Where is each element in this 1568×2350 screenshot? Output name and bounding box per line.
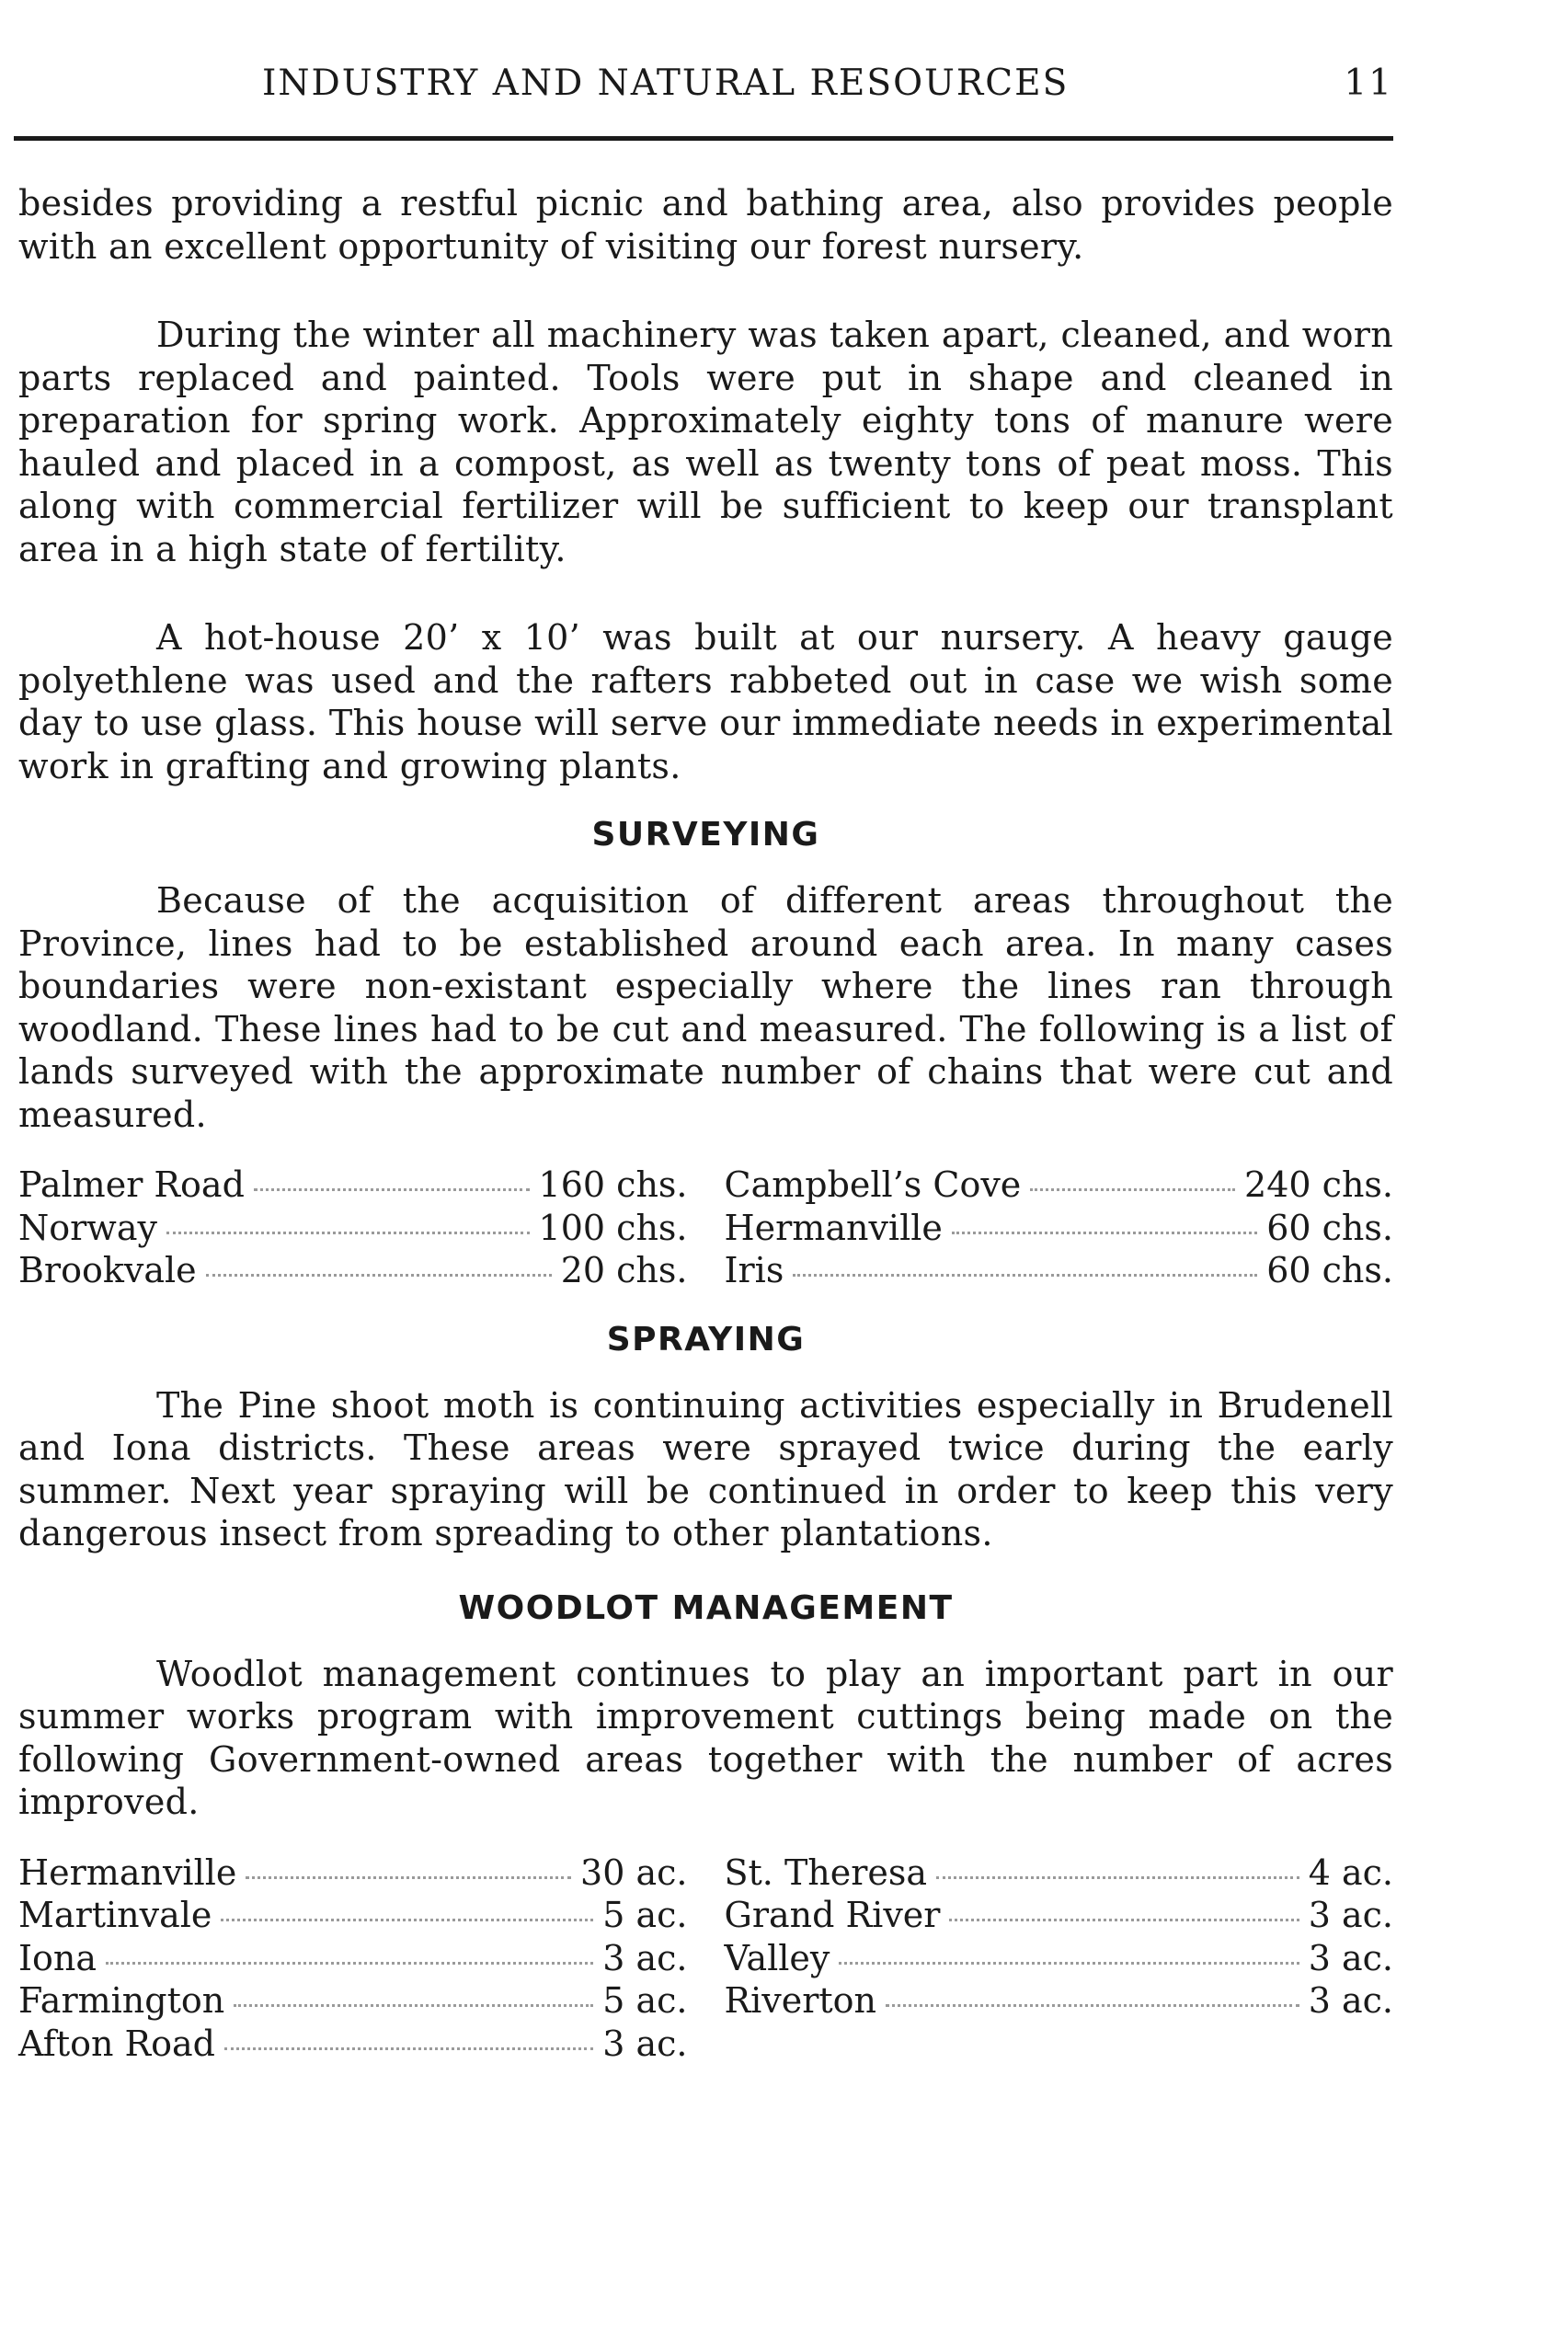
area-acres: 3 ac. <box>1308 1980 1393 2021</box>
land-chains: 100 chs. <box>538 1207 688 1248</box>
dot-leader <box>793 1265 1257 1277</box>
running-header <box>14 63 1393 118</box>
area-name: Riverton <box>724 1980 877 2021</box>
area-acres: 3 ac. <box>1308 1937 1393 1978</box>
dot-leader <box>949 1909 1299 1921</box>
land-name: Norway <box>18 1207 157 1248</box>
list-item <box>18 1851 688 1895</box>
dot-leader <box>952 1222 1257 1234</box>
area-acres: 3 ac. <box>602 1937 688 1978</box>
area-acres: 3 ac. <box>602 2023 688 2064</box>
list-item <box>18 1249 688 1292</box>
list-item <box>18 2023 688 2066</box>
spraying-paragraph: The Pine shoot moth is continuing activities especially in Brudenell and Iona districts. These areas were sprayed twice during the early summer. Next year spraying will be continued in order to keep this very dangerous insect from spreading to other plantations. <box>18 1384 1393 1553</box>
land-name: Brookvale <box>18 1250 197 1290</box>
area-acres: 30 ac. <box>580 1851 688 1893</box>
header-rule <box>14 136 1393 141</box>
dot-leader <box>106 1953 593 1965</box>
list-item <box>725 1249 1394 1292</box>
list-item <box>18 1207 688 1250</box>
area-name: Hermanville <box>18 1851 237 1893</box>
land-chains: 60 chs. <box>1266 1250 1393 1290</box>
dot-leader <box>839 1953 1299 1965</box>
intro-paragraph-2: During the winter all machinery was taken apart, cleaned, and worn parts replaced and painted. Tools were put in shape and cleaned in preparation for spring work. Approximately eighty tons of manure were hauled and placed in a compost, as well as twenty tons of peat moss. This along with commercial fertilizer will be sufficient to keep our transplant area in a high state of fertility. <box>18 315 1393 569</box>
dot-leader <box>234 1995 593 2007</box>
surveyed-lands-list <box>18 1164 1393 1292</box>
list-item <box>18 1894 688 1937</box>
surveying-paragraph: Because of the acquisition of different areas throughout the Province, lines had to be established around each area. In many cases boundaries were non-existant especially where the lines ran through woodland. These lines had to be cut and measured. The following is a list of lands surveyed with the approximate number of chains that were cut and measured. <box>18 880 1393 1135</box>
land-chains: 240 chs. <box>1244 1164 1393 1205</box>
area-acres: 4 ac. <box>1308 1851 1393 1893</box>
area-name: Afton Road <box>18 2023 216 2064</box>
area-name: Iona <box>18 1937 97 1978</box>
land-name: Campbell’s Cove <box>724 1164 1022 1205</box>
list-item <box>725 1979 1394 2023</box>
area-name: Martinvale <box>18 1895 212 1935</box>
list-item <box>725 1894 1394 1937</box>
spraying-heading: SPRAYING <box>606 1320 806 1358</box>
list-item <box>725 1207 1394 1250</box>
woodlot-areas-list <box>18 1851 1393 2066</box>
page-number: 11 <box>1344 63 1393 104</box>
area-acres: 5 ac. <box>602 1980 688 2021</box>
area-acres: 5 ac. <box>602 1895 688 1935</box>
dot-leader <box>254 1179 530 1191</box>
page-body <box>18 182 1393 2065</box>
land-chains: 160 chs. <box>538 1164 688 1205</box>
dot-leader <box>886 1995 1299 2007</box>
list-item <box>725 1851 1394 1895</box>
list-item <box>725 1164 1394 1207</box>
list-item <box>18 1164 688 1207</box>
intro-paragraph-1: besides providing a restful picnic and bathing area, also provides people with an excellent opportunity of visiting our forest nursery. <box>18 183 1393 267</box>
woodlot-paragraph: Woodlot management continues to play an important part in our summer works program with improvement cuttings being made on the following Government-owned areas together with the number of acres improved. <box>18 1653 1393 1822</box>
intro-paragraph-3: A hot-house 20’ x 10’ was built at our nursery. A heavy gauge polyethlene was used and the rafters rabbeted out in case we wish some day to use glass. This house will serve our immediate needs in experimental work in grafting and growing plants. <box>18 617 1393 786</box>
land-name: Palmer Road <box>18 1164 245 1205</box>
dot-leader <box>936 1867 1299 1879</box>
list-item <box>725 1937 1394 1980</box>
area-acres: 3 ac. <box>1308 1895 1393 1935</box>
surveying-heading: SURVEYING <box>591 816 820 854</box>
dot-leader <box>246 1867 571 1879</box>
dot-leader <box>206 1265 552 1277</box>
area-name: Valley <box>724 1937 830 1978</box>
area-name: Farmington <box>18 1980 225 2021</box>
woodlot-heading: WOODLOT MANAGEMENT <box>458 1588 954 1627</box>
area-name: St. Theresa <box>724 1851 928 1893</box>
dot-leader <box>166 1222 530 1234</box>
list-item <box>18 1979 688 2023</box>
dot-leader <box>1030 1179 1235 1191</box>
land-chains: 20 chs. <box>560 1250 688 1290</box>
dot-leader <box>221 1909 593 1921</box>
land-name: Hermanville <box>724 1207 943 1248</box>
list-item <box>18 1937 688 1980</box>
land-name: Iris <box>724 1250 784 1290</box>
area-name: Grand River <box>724 1895 941 1935</box>
dot-leader <box>224 2038 593 2050</box>
header-title: INDUSTRY AND NATURAL RESOURCES <box>262 63 1070 104</box>
land-chains: 60 chs. <box>1266 1207 1393 1248</box>
